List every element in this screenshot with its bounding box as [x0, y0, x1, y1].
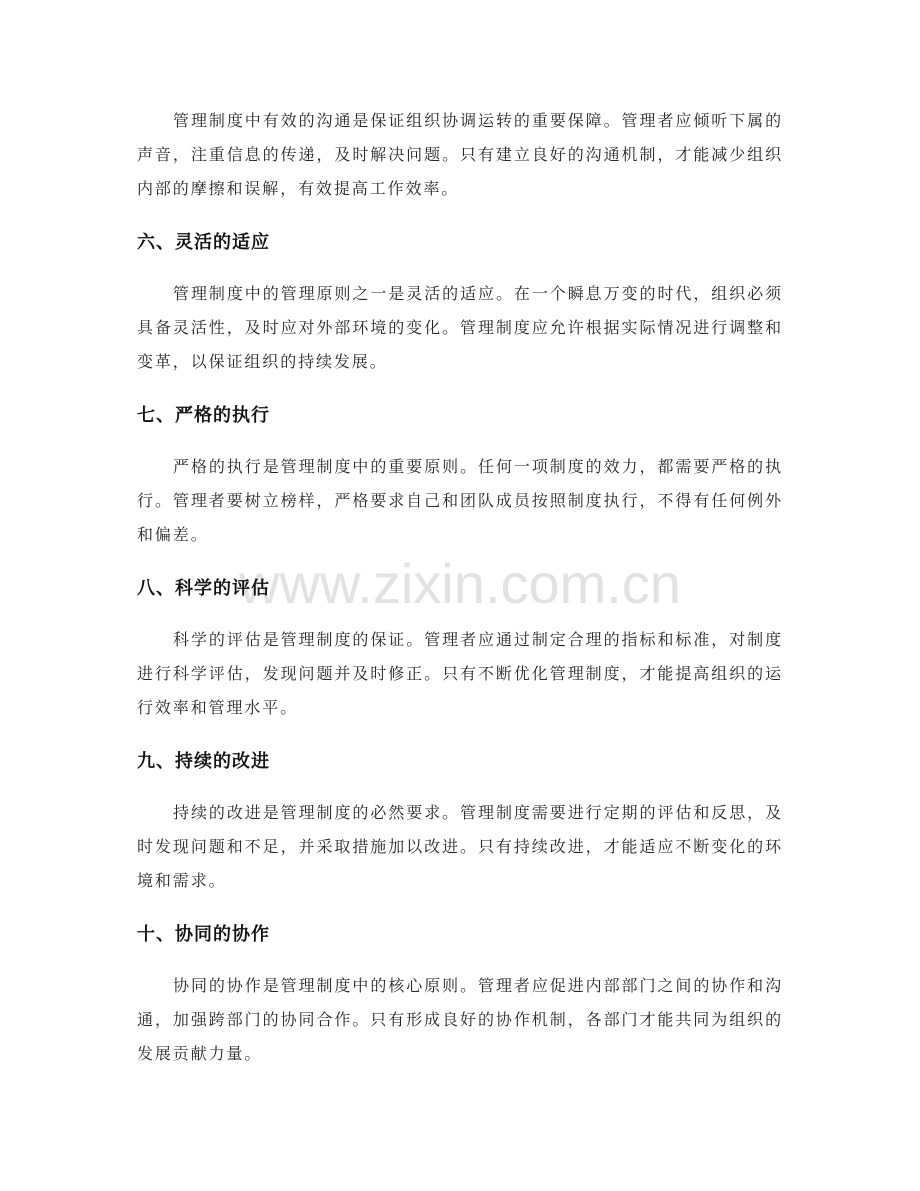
section-heading-8: 八、科学的评估: [137, 578, 270, 599]
paragraph-line: 境和需求。: [137, 871, 227, 890]
paragraph-line: 科学的评估是管理制度的保证。管理者应通过制定合理的指标和标准，对制度: [173, 630, 783, 649]
section-paragraph-6: [137, 277, 783, 379]
section-heading-10: 十、协同的协作: [137, 924, 270, 945]
paragraph-line: 时发现问题和不足，并采取措施加以改进。只有持续改进，才能适应不断变化的环: [137, 837, 783, 856]
paragraph-line: 具备灵活性，及时应对外部环境的变化。管理制度应允许根据实际情况进行调整和: [137, 318, 783, 337]
intro-paragraph: [137, 104, 783, 206]
paragraph-line: 管理制度中有效的沟通是保证组织协调运转的重要保障。管理者应倾听下属的: [173, 111, 783, 130]
section-heading-7: 七、严格的执行: [137, 405, 270, 426]
section-paragraph-7: [137, 450, 783, 552]
paragraph-line: 进行科学评估，发现问题并及时修正。只有不断优化管理制度，才能提高组织的运: [137, 664, 783, 683]
section-heading-6: 六、灵活的适应: [137, 232, 270, 253]
paragraph-line: 和偏差。: [137, 525, 209, 544]
section-heading-9: 九、持续的改进: [137, 751, 270, 772]
paragraph-line: 管理制度中的管理原则之一是灵活的适应。在一个瞬息万变的时代，组织必须: [173, 284, 783, 303]
paragraph-line: 发展贡献力量。: [137, 1044, 263, 1063]
paragraph-line: 持续的改进是管理制度的必然要求。管理制度需要进行定期的评估和反思，及: [173, 803, 783, 822]
document-body: [137, 104, 783, 1071]
paragraph-line: 行效率和管理水平。: [137, 698, 299, 717]
section-paragraph-9: [137, 796, 783, 898]
paragraph-line: 内部的摩擦和误解，有效提高工作效率。: [137, 179, 460, 198]
paragraph-line: 协同的协作是管理制度中的核心原则。管理者应促进内部部门之间的协作和沟: [173, 976, 783, 995]
paragraph-line: 通，加强跨部门的协同合作。只有形成良好的协作机制，各部门才能共同为组织的: [137, 1010, 783, 1029]
paragraph-line: 严格的执行是管理制度中的重要原则。任何一项制度的效力，都需要严格的执: [173, 457, 783, 476]
section-paragraph-8: [137, 623, 783, 725]
watermark: www.zixin.com.cn: [239, 552, 681, 615]
section-paragraph-10: [137, 969, 783, 1071]
paragraph-line: 行。管理者要树立榜样，严格要求自己和团队成员按照制度执行，不得有任何例外: [137, 491, 783, 510]
paragraph-line: 声音，注重信息的传递，及时解决问题。只有建立良好的沟通机制，才能减少组织: [137, 145, 783, 164]
paragraph-line: 变革，以保证组织的持续发展。: [137, 352, 388, 371]
